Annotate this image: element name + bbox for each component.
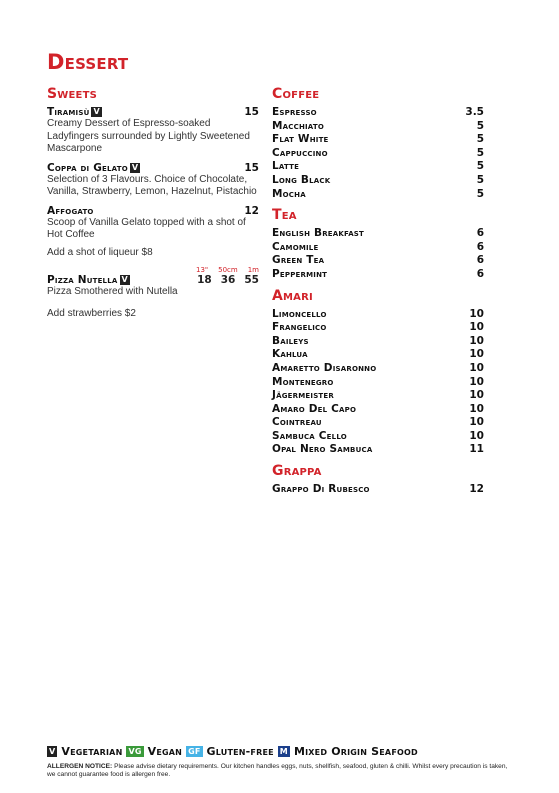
pizza-prices: [197, 274, 259, 286]
list-item: [272, 403, 484, 417]
sweets-column: [47, 86, 259, 325]
item-name: Kahlua: [272, 348, 308, 361]
item-price: 12: [469, 483, 484, 496]
item-name: Grappo Di Rubesco: [272, 483, 370, 496]
item-note: Add strawberries $2: [47, 308, 136, 319]
item-price: 10: [469, 389, 484, 402]
item-price: 15: [244, 161, 259, 174]
vegetarian-badge: V: [49, 747, 56, 756]
item-price: 15: [244, 106, 259, 118]
item-name: Flat White: [272, 133, 329, 146]
item-price: 10: [469, 375, 484, 388]
item-price: 10: [469, 348, 484, 361]
list-item: [272, 106, 484, 120]
list-item: [272, 254, 484, 268]
item-name: Cointreau: [272, 416, 322, 429]
pizza-sizes: [47, 266, 259, 274]
item-name: Opal Nero Sambuca: [272, 443, 373, 456]
size-label: 50cm: [218, 265, 238, 274]
item-price: 5: [476, 119, 484, 132]
list-item: [272, 241, 484, 255]
item-price: 10: [469, 429, 484, 442]
item-price: 10: [469, 361, 484, 374]
vegan-badge: VG: [128, 747, 142, 756]
grappa-heading: Grappa: [272, 463, 322, 480]
item-price: 36: [220, 273, 236, 286]
item-name: Green Tea: [272, 254, 325, 267]
vegetarian-badge: V: [131, 162, 139, 172]
list-item: [272, 227, 484, 241]
legend-label: Vegan: [147, 745, 183, 758]
item-name: Latte: [272, 160, 300, 173]
legend-label: Mixed Origin Seafood: [293, 745, 418, 758]
menu-item-affogato: [47, 205, 259, 258]
item-name: Pizza Nutella: [47, 273, 118, 286]
item-name: Amaretto Disaronno: [272, 361, 377, 374]
item-price: 10: [469, 321, 484, 334]
list-item: [272, 188, 484, 202]
vegetarian-badge: V: [121, 274, 128, 284]
item-price: 6: [476, 240, 484, 253]
legend-label: Gluten-free: [206, 745, 274, 758]
list-item: [272, 160, 484, 174]
item-name: Amaro Del Capo: [272, 402, 357, 415]
gluten-free-badge: GF: [188, 747, 201, 756]
menu-item-pizza-nutella: [47, 266, 259, 320]
item-name: Frangelico: [272, 321, 327, 334]
list-item: [272, 268, 484, 282]
list-item: [272, 416, 484, 430]
list-item: [272, 133, 484, 147]
item-price: 5: [476, 173, 484, 186]
list-item: [272, 147, 484, 161]
allergen-text: Please advise dietary requirements. Our kitchen handles eggs, nuts, shellfish, seafood, gluten & chilli. Whilst every precaution is taken, we cannot guarantee food is allergen free.: [47, 763, 508, 779]
menu-item-tiramisu: [47, 106, 259, 156]
item-name: Espresso: [272, 106, 317, 118]
size-label: 13": [196, 265, 209, 274]
list-item: [272, 389, 484, 403]
item-name: Baileys: [272, 334, 309, 347]
amari-list: [272, 308, 484, 458]
item-name: Cappuccino: [272, 146, 328, 159]
item-price: 11: [469, 443, 484, 456]
dietary-legend: [47, 745, 418, 758]
item-name: Camomile: [272, 240, 319, 253]
item-price: 6: [476, 227, 484, 240]
coffee-list: [272, 106, 484, 201]
list-item: [272, 335, 484, 349]
allergen-notice: [47, 763, 517, 780]
allergen-label: ALLERGEN NOTICE:: [47, 763, 113, 770]
list-item: [272, 362, 484, 376]
amari-heading: Amari: [272, 287, 313, 304]
item-name: Macchiato: [272, 119, 325, 132]
list-item: [272, 321, 484, 335]
tea-section: [272, 207, 484, 281]
tea-heading: Tea: [272, 207, 297, 224]
legend-label: Vegetarian: [61, 745, 123, 758]
item-price: 55: [244, 273, 259, 286]
item-description: Selection of 3 Flavours. Choice of Chocolate, Vanilla, Strawberry, Lemon, Hazelnut, Pistachio: [47, 173, 257, 197]
item-price: 6: [476, 254, 484, 267]
item-price: 6: [476, 267, 484, 280]
list-item: [272, 376, 484, 390]
item-price: 10: [469, 334, 484, 347]
item-description: Scoop of Vanilla Gelato topped with a shot of Hot Coffee: [47, 216, 246, 240]
item-price: 10: [469, 307, 484, 320]
item-price: 10: [469, 416, 484, 429]
item-price: 3.5: [465, 106, 484, 118]
item-name: Long Black: [272, 173, 331, 186]
list-item: [272, 443, 484, 457]
amari-section: [272, 288, 484, 458]
item-price: 5: [476, 160, 484, 173]
grappa-list: [272, 483, 484, 497]
item-name: Jägermeister: [272, 389, 334, 402]
size-label: 1m: [247, 265, 259, 274]
menu-item-coppa-di-gelato: [47, 162, 259, 199]
item-description: Pizza Smothered with Nutella: [47, 285, 178, 297]
list-item: [272, 174, 484, 188]
list-item: [272, 430, 484, 444]
item-name: Sambuca Cello: [272, 429, 347, 442]
drinks-column: [272, 86, 484, 503]
item-price: 10: [469, 402, 484, 415]
item-name: English Breakfast: [272, 227, 365, 240]
item-name: Mocha: [272, 187, 306, 200]
tea-list: [272, 227, 484, 281]
mixed-seafood-badge: M: [279, 747, 288, 756]
list-item: [272, 348, 484, 362]
item-name: Peppermint: [272, 267, 328, 280]
item-price: 18: [197, 273, 212, 286]
item-name: Montenegro: [272, 375, 334, 388]
item-name: Affogato: [47, 204, 94, 217]
item-name: Tiramisù: [47, 106, 90, 118]
item-price: 12: [244, 204, 259, 217]
item-name: Limoncello: [272, 307, 327, 320]
vegetarian-badge: V: [93, 107, 100, 116]
item-description: Creamy Dessert of Espresso-soaked Ladyfingers surrounded by Lightly Sweetened Mascarpone: [47, 118, 250, 154]
coffee-heading: Coffee: [272, 86, 320, 102]
list-item: [272, 120, 484, 134]
item-note: Add a shot of liqueur $8: [47, 246, 153, 258]
item-name: Coppa di Gelato: [47, 161, 128, 174]
item-price: 5: [476, 133, 484, 146]
page-title: Dessert: [47, 50, 129, 74]
coffee-section: [272, 86, 484, 201]
list-item: [272, 483, 484, 497]
list-item: [272, 308, 484, 322]
item-price: 5: [476, 187, 484, 200]
sweets-heading: Sweets: [47, 86, 97, 102]
item-price: 5: [476, 146, 484, 159]
grappa-section: [272, 463, 484, 497]
